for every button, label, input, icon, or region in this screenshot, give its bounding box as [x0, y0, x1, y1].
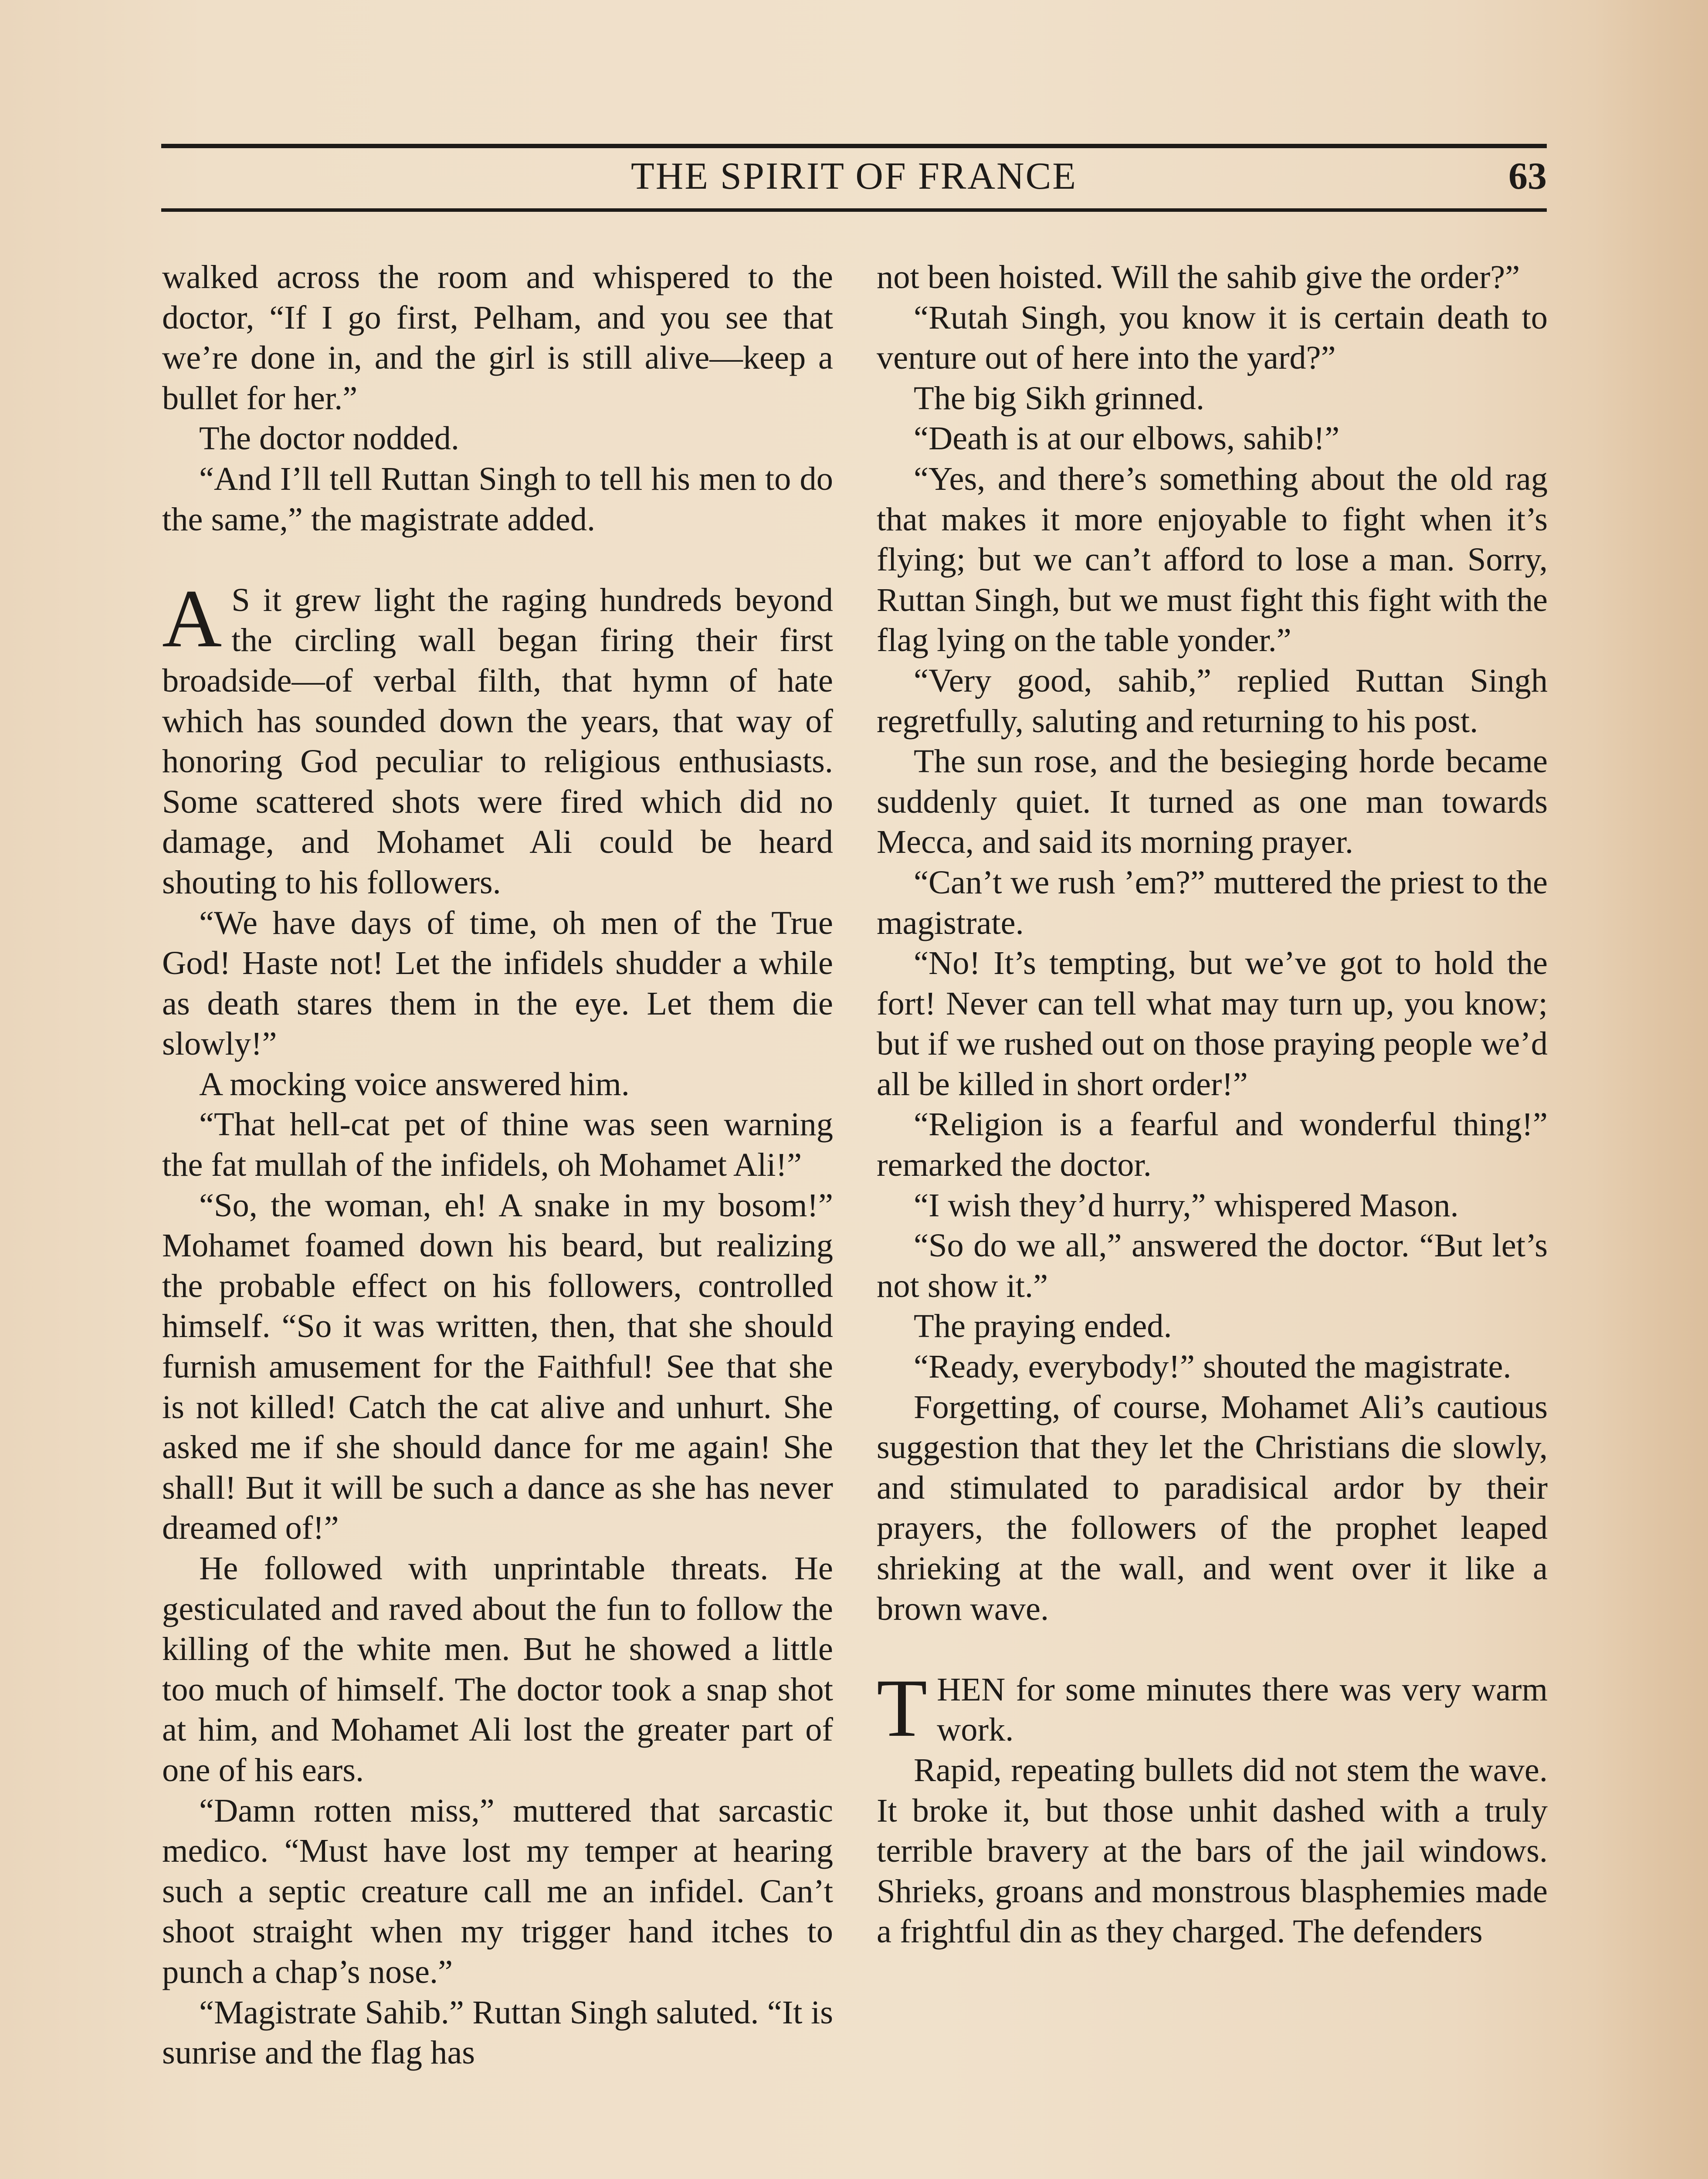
- paragraph: A mocking voice answered him.: [199, 1065, 630, 1103]
- section-opening-paragraph: [877, 1662, 1548, 1754]
- paragraph: Forgetting, of course, Mohamet Ali’s cautious suggestion that they let the Christians die slowly, and stimulated to paradisical ardor by their prayers, the followers of the prophet leaped shrieking at the wall, and went over it like a brown wave.: [877, 1388, 1548, 1627]
- paragraph: The doctor nodded.: [199, 420, 459, 457]
- paragraph: “We have days of time, oh men of the True God! Haste not! Let the infidels shudder a while as death stares them in the eye. Let them die slowly!”: [162, 904, 833, 1062]
- paragraph: not been hoisted. Will the sahib give the order?”: [877, 258, 1520, 295]
- paragraph: “I wish they’d hurry,” whispered Mason.: [914, 1186, 1459, 1224]
- paragraph: “Yes, and there’s something about the old rag that makes it more enjoyable to fight when it’s flying; but we can’t afford to lose a man. Sorry, Ruttan Singh, but we must fight this fight with the flag lying on the table yonder.”: [877, 460, 1548, 659]
- paragraph: “Religion is a fearful and wonderful thing!” remarked the doctor.: [877, 1106, 1548, 1184]
- paragraph: “And I’ll tell Ruttan Singh to tell his men to do the same,” the magistrate added.: [162, 460, 833, 538]
- paragraph: “Death is at our elbows, sahib!”: [914, 420, 1340, 457]
- section-opening-paragraph: [162, 573, 833, 903]
- paragraph: “No! It’s tempting, but we’ve got to hold the fort! Never can tell what may turn up, you know; but if we rushed out on those praying people we’d all be killed in short order!”: [877, 944, 1548, 1103]
- drop-cap-initial: A: [162, 573, 222, 665]
- paragraph: “Ready, everybody!” shouted the magistrate.: [914, 1348, 1511, 1385]
- left-column: [162, 257, 833, 2073]
- paragraph: walked across the room and whispered to the doctor, “If I go first, Pelham, and you see that we’re done in, and the girl is still alive—keep a bullet for her.”: [162, 258, 833, 417]
- paragraph: “Very good, sahib,” replied Ruttan Singh regretfully, saluting and returning to his post.: [877, 662, 1548, 740]
- page-number: 63: [1508, 155, 1547, 197]
- header-rule-top: [161, 144, 1547, 148]
- drop-cap-initial: T: [877, 1662, 928, 1754]
- paragraph-text: HEN for some minutes there was very warm work.: [937, 1670, 1548, 1748]
- paragraph: “Magistrate Sahib.” Ruttan Singh saluted. “It is sunrise and the flag has: [162, 1993, 833, 2071]
- paragraph: “That hell-cat pet of thine was seen warning the fat mullah of the infidels, oh Mohamet Ali!”: [162, 1106, 833, 1184]
- header-rule-bottom: [161, 208, 1547, 212]
- paragraph: “So do we all,” answered the doctor. “But let’s not show it.”: [877, 1227, 1548, 1304]
- paragraph: “So, the woman, eh! A snake in my bosom!” Mohamet foamed down his beard, but realizing the probable effect on his followers, controlled himself. “So it was written, then, that she should furnish amusement for the Faithful! See that she is not killed! Catch the cat alive and unhurt. She asked me if she should dance for me again! She shall! But it will be such a dance as she has never dreamed of!”: [162, 1186, 833, 1547]
- running-title: THE SPIRIT OF FRANCE: [630, 155, 1078, 197]
- paragraph: The big Sikh grinned.: [914, 379, 1205, 417]
- paragraph: “Can’t we rush ’em?” muttered the priest to the magistrate.: [877, 863, 1548, 941]
- paragraph: Rapid, repeating bullets did not stem the wave. It broke it, but those unhit dashed with a truly terrible bravery at the bars of the jail windows. Shrieks, groans and monstrous blasphemies made a frightful din as they charged. The defenders: [877, 1751, 1548, 1950]
- paragraph: The sun rose, and the besieging horde became suddenly quiet. It turned as one man towards Mecca, and said its morning prayer.: [877, 743, 1548, 861]
- paragraph: “Rutah Singh, you know it is certain death to venture out of here into the yard?”: [877, 299, 1548, 377]
- paragraph-text: S it grew light the raging hundreds beyond the circling wall began firing their first broadside—of verbal filth, that hymn of hate which has sounded down the years, that way of honoring God peculiar to religious enthusiasts. Some scattered shots were fired which did no damage, and Mohamet Ali could be heard shouting to his followers.: [162, 581, 833, 901]
- paragraph: “Damn rotten miss,” muttered that sarcastic medico. “Must have lost my temper at hearing such a septic creature call me an infidel. Can’t shoot straight when my trigger hand itches to punch a chap’s nose.”: [162, 1792, 833, 1990]
- paragraph: The praying ended.: [914, 1307, 1172, 1345]
- paragraph: He followed with unprintable threats. He gesticulated and raved about the fun to follow the killing of the white men. But he showed a little too much of himself. The doctor took a snap shot at him, and Mohamet Ali lost the greater part of one of his ears.: [162, 1550, 833, 1789]
- right-column: [877, 257, 1548, 1952]
